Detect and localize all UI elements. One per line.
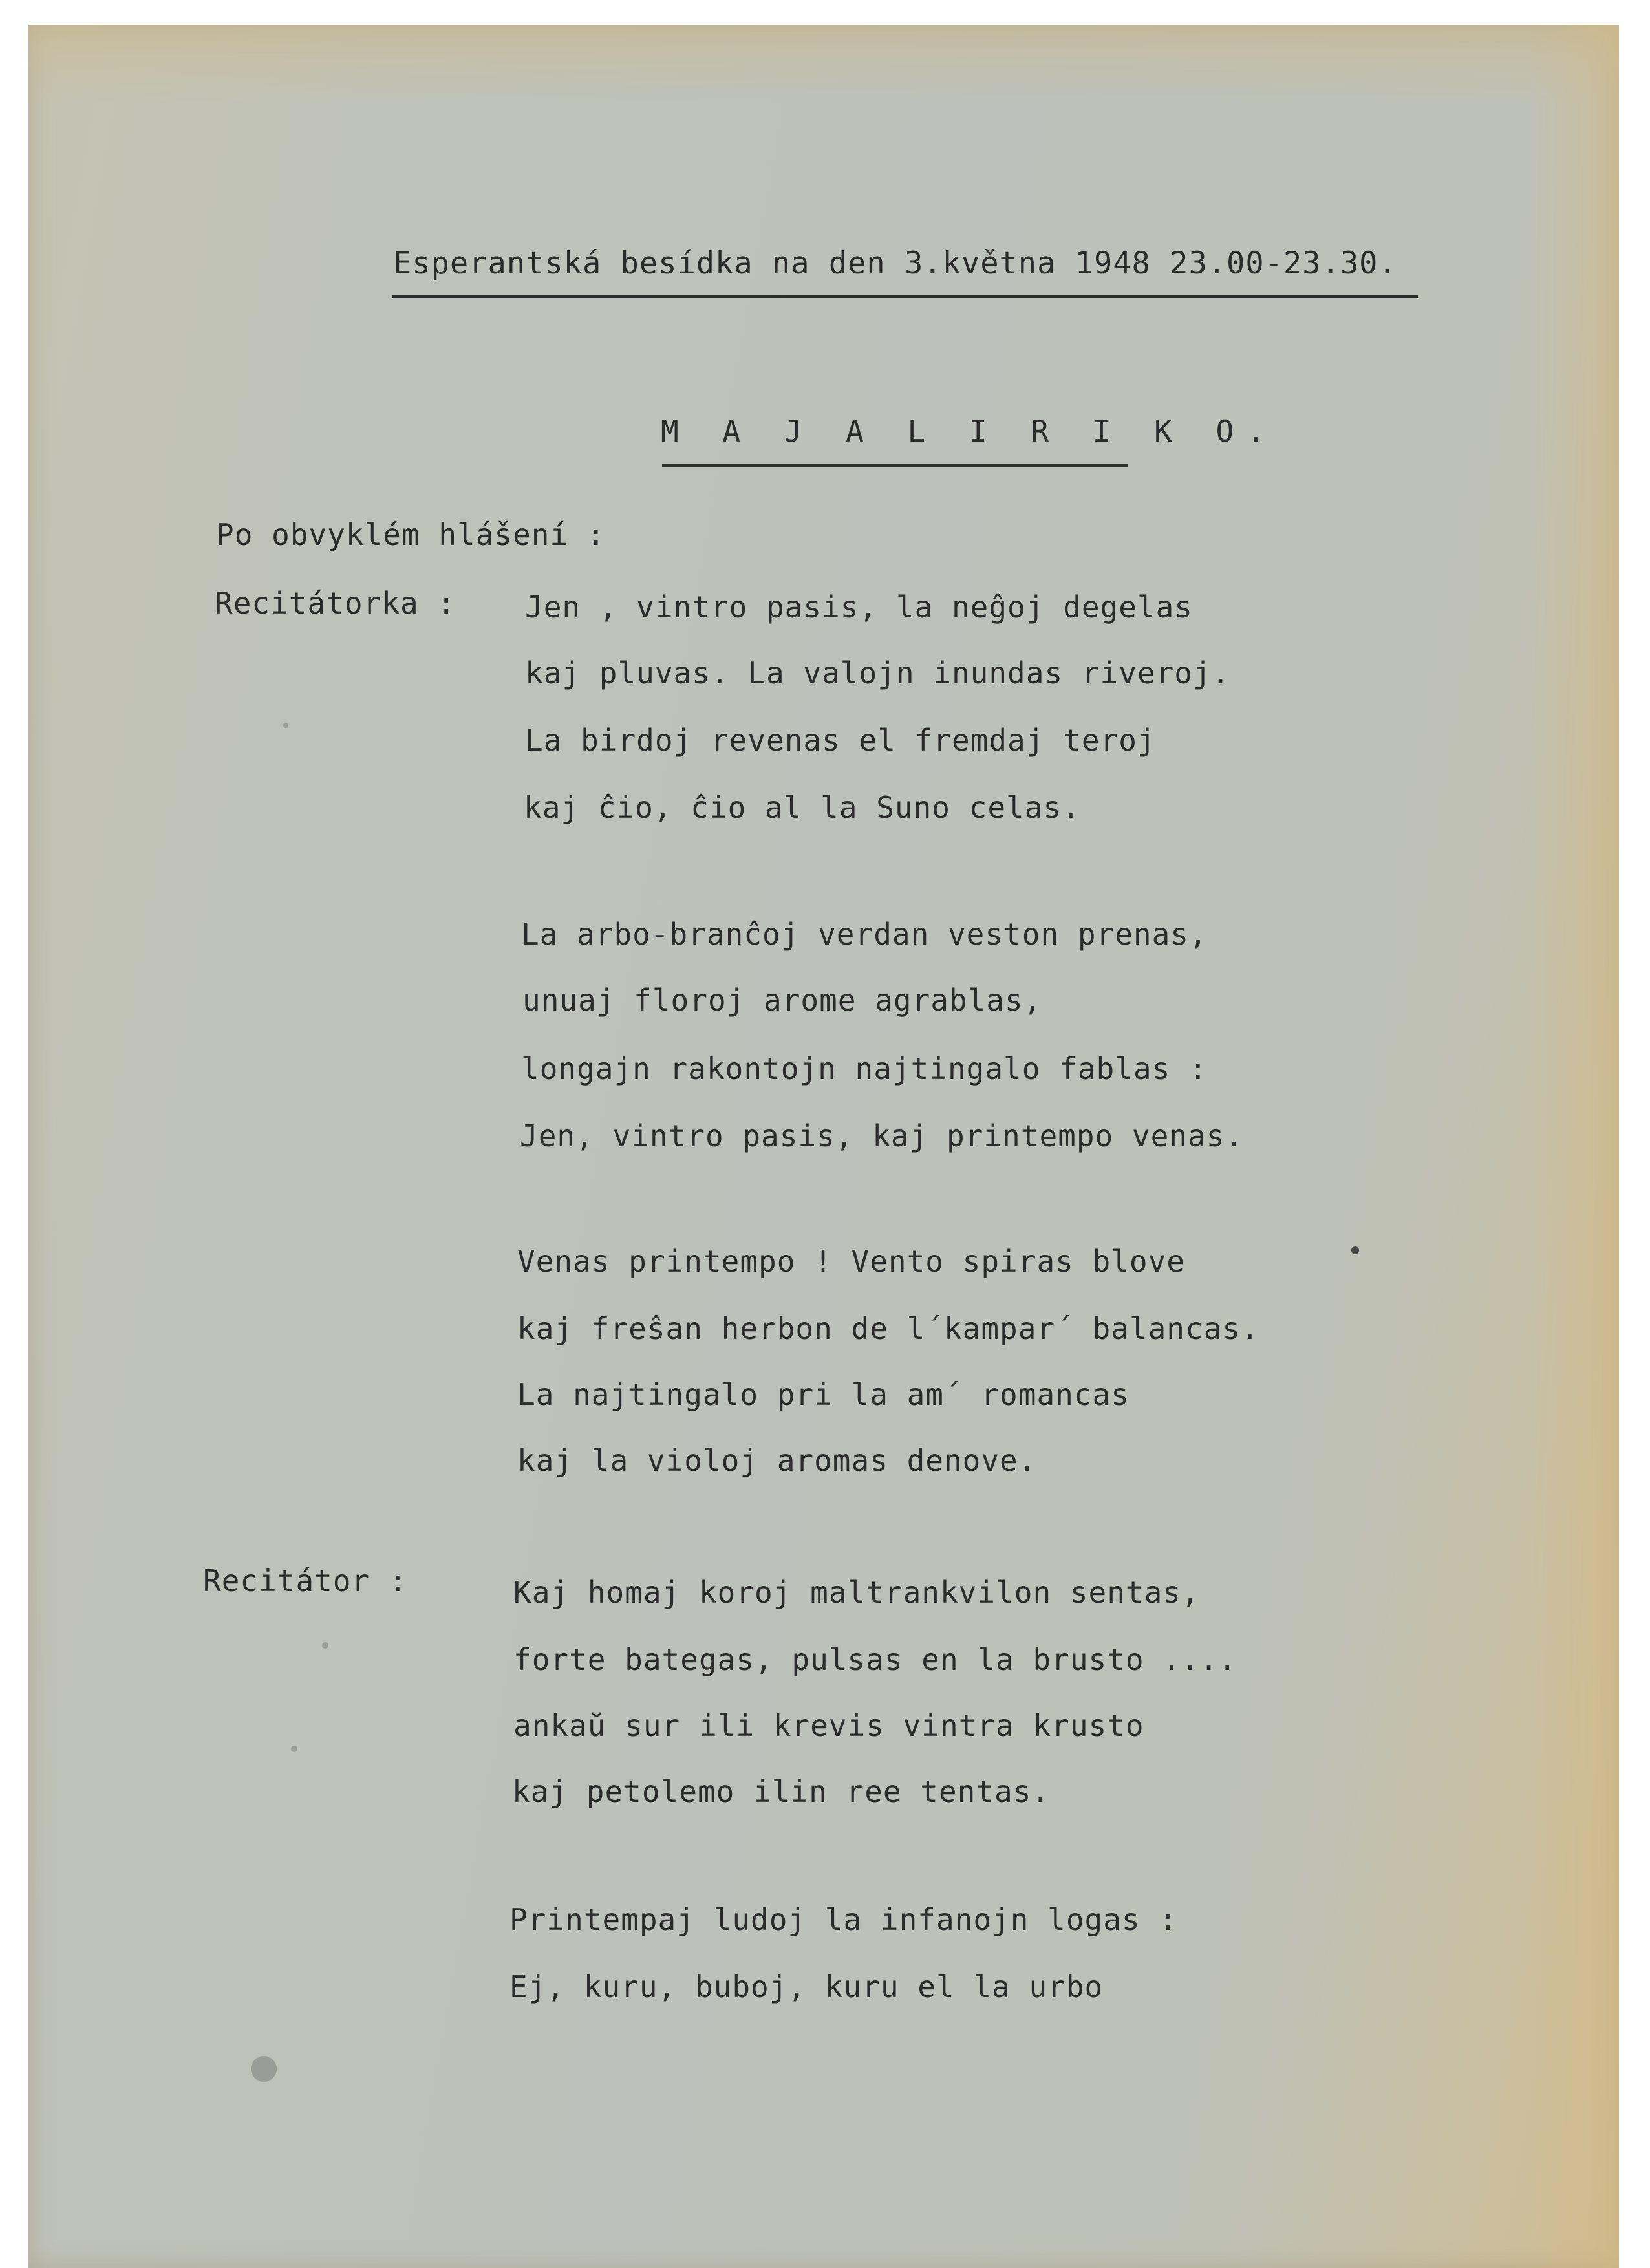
- verse-line: Ej, kuru, buboj, kuru el la urbo: [509, 1969, 1104, 2004]
- speaker-label-recitatorka: Recitátorka :: [215, 586, 456, 621]
- verse-line: La birdoj revenas el fremdaj teroj: [525, 723, 1156, 758]
- verse-line: Venas printempo ! Vento spiras blove: [517, 1244, 1185, 1279]
- document-header: Esperantská besídka na den 3.května 1948 23.00-23.30.: [393, 246, 1397, 281]
- verse-line: Jen, vintro pasis, kaj printempo venas.: [520, 1118, 1244, 1153]
- verse-line: kaj ĉio, ĉio al la Suno celas.: [524, 790, 1080, 825]
- verse-line: unuaj floroj arome agrablas,: [522, 983, 1042, 1018]
- verse-line: kaj la violoj aromas denove.: [517, 1443, 1037, 1478]
- verse-line: Jen , vintro pasis, la neĝoj degelas: [525, 590, 1193, 625]
- header-underline: [392, 295, 1418, 298]
- paper-stain: [251, 2056, 277, 2082]
- speaker-label-recitator: Recitátor :: [203, 1563, 407, 1598]
- paper-speck: [322, 1642, 328, 1649]
- title-underline: [662, 464, 1128, 467]
- verse-line: ankaŭ sur ili krevis vintra krusto: [513, 1708, 1144, 1743]
- verse-line: La arbo-branĉoj verdan veston prenas,: [521, 917, 1208, 952]
- paper-speck: [291, 1746, 297, 1752]
- verse-line: kaj petolemo ilin ree tentas.: [512, 1774, 1051, 1809]
- ink-speck: [1351, 1246, 1359, 1254]
- intro-line: Po obvyklém hlášení :: [216, 517, 606, 552]
- verse-line: forte bategas, pulsas en la brusto ....: [513, 1642, 1238, 1677]
- verse-line: kaj freŝan herbon de l´kampar´ balancas.: [517, 1311, 1259, 1346]
- verse-line: Printempaj ludoj la infanojn logas :: [509, 1902, 1177, 1937]
- poem-title: M A J A L I R I K O.: [661, 414, 1278, 449]
- verse-line: La najtingalo pri la am´ romancas: [517, 1377, 1130, 1412]
- verse-line: Kaj homaj koroj maltrankvilon sentas,: [513, 1575, 1200, 1610]
- verse-line: kaj pluvas. La valojn inundas riveroj.: [525, 656, 1230, 690]
- verse-line: longajn rakontojn najtingalo fablas :: [521, 1051, 1208, 1086]
- paper-speck: [283, 723, 288, 728]
